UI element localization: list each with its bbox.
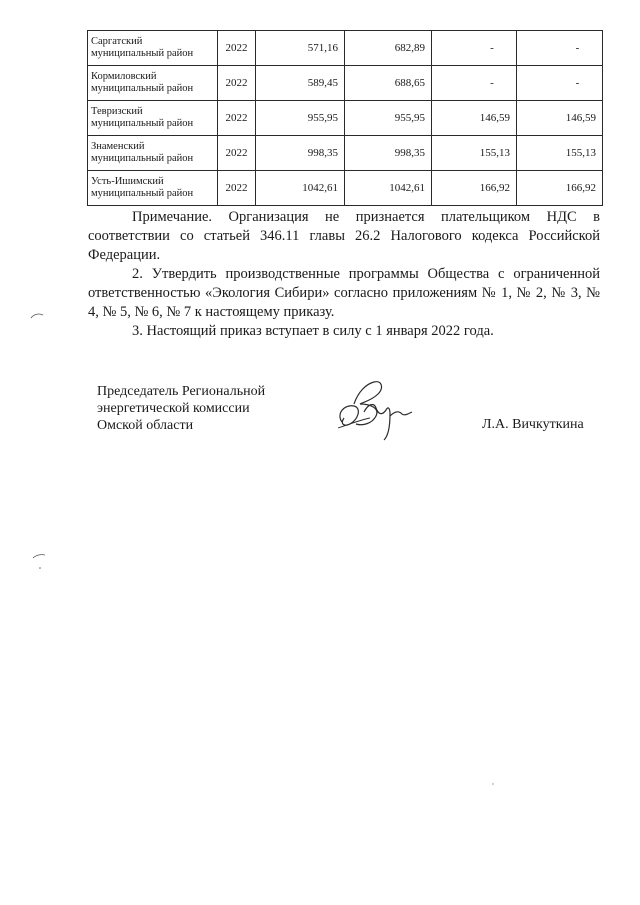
value-cell: 688,65 <box>345 66 432 101</box>
year-cell: 2022 <box>218 136 256 171</box>
signer-title-line: Омской области <box>97 418 194 433</box>
district-cell: Знаменский муниципальный район <box>88 136 218 171</box>
scan-mark <box>30 312 44 320</box>
table-row <box>88 66 603 101</box>
note-paragraph: Примечание. Организация не признается плательщиком НДС в соответствии со статьей 346.11 главы 26.2 Налогового кодекса Российской Федерации. <box>88 209 600 263</box>
body-text <box>88 208 600 341</box>
value-cell: 571,16 <box>256 31 345 66</box>
district-cell: Усть-Ишимский муниципальный район <box>88 171 218 206</box>
signer-title <box>97 383 265 434</box>
item-3-paragraph: 3. Настоящий приказ вступает в силу с 1 января 2022 года. <box>132 323 494 339</box>
value-cell: 166,92 <box>432 171 517 206</box>
table-row <box>88 171 603 206</box>
district-cell: Тевризский муниципальный район <box>88 101 218 136</box>
signer-title-line: Председатель Региональной <box>97 384 266 399</box>
value-cell: 155,13 <box>432 136 517 171</box>
scan-mark <box>32 553 46 561</box>
value-cell: 589,45 <box>256 66 345 101</box>
value-cell: 155,13 <box>517 136 603 171</box>
year-cell: 2022 <box>218 31 256 66</box>
value-cell: 146,59 <box>517 101 603 136</box>
year-cell: 2022 <box>218 66 256 101</box>
value-cell: 1042,61 <box>256 171 345 206</box>
table-row <box>88 101 603 136</box>
value-cell: 955,95 <box>256 101 345 136</box>
signer-title-line: энергетической комиссии <box>97 401 250 416</box>
value-cell: 166,92 <box>517 171 603 206</box>
scan-mark <box>38 566 42 570</box>
year-cell: 2022 <box>218 101 256 136</box>
value-cell: - <box>517 31 603 66</box>
value-cell: - <box>517 66 603 101</box>
district-cell: Кормиловский муниципальный район <box>88 66 218 101</box>
signer-name: Л.А. Вичкуткина <box>482 417 584 432</box>
value-cell: 998,35 <box>345 136 432 171</box>
year-cell: 2022 <box>218 171 256 206</box>
tariff-table <box>87 30 603 206</box>
table-row <box>88 31 603 66</box>
value-cell: - <box>432 31 517 66</box>
value-cell: - <box>432 66 517 101</box>
scan-mark <box>491 782 495 786</box>
table-row <box>88 136 603 171</box>
district-cell: Саргатский муниципальный район <box>88 31 218 66</box>
value-cell: 682,89 <box>345 31 432 66</box>
value-cell: 146,59 <box>432 101 517 136</box>
value-cell: 998,35 <box>256 136 345 171</box>
item-2-paragraph: 2. Утвердить производственные программы Общества с ограниченной ответственностью «Экология Сибири» согласно приложениям № 1, № 2, № 3, № 4, № 5, № 6, № 7 к настоящему приказу. <box>88 266 600 320</box>
value-cell: 955,95 <box>345 101 432 136</box>
value-cell: 1042,61 <box>345 171 432 206</box>
handwritten-signature <box>330 374 430 444</box>
